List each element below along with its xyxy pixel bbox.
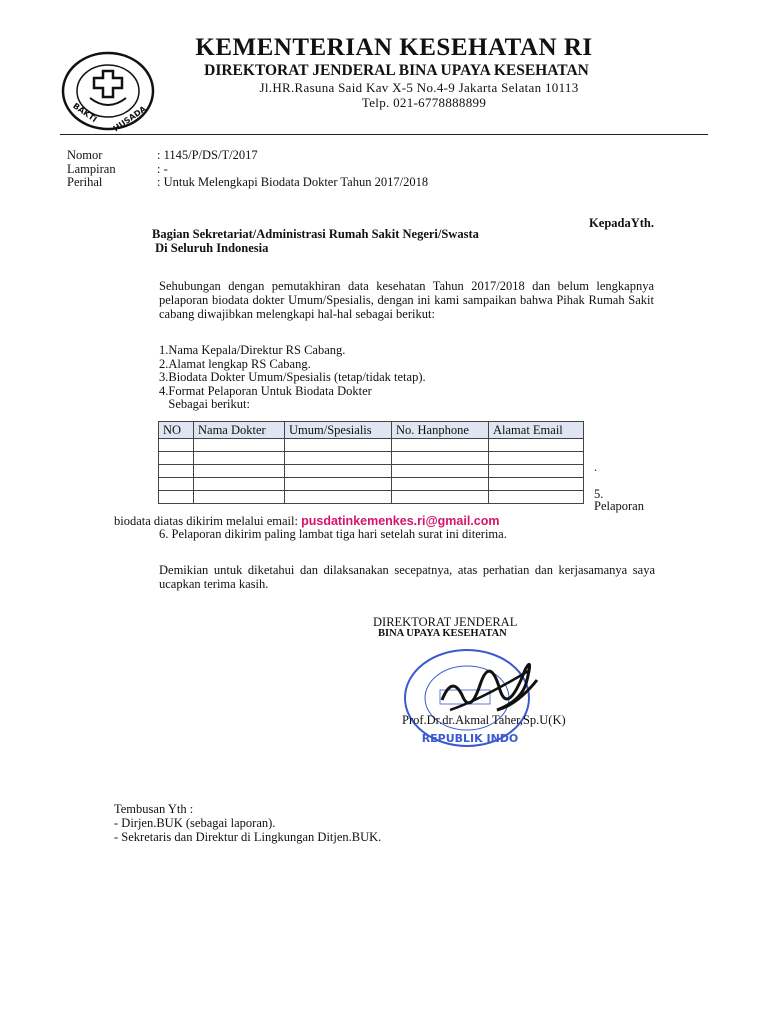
svg-text:BAKTI: BAKTI (71, 101, 99, 125)
item5-word: Pelaporan (594, 499, 644, 513)
nomor-label: Nomor (67, 148, 103, 162)
table-row (159, 439, 584, 452)
list-item: 3.Biodata Dokter Umum/Spesialis (tetap/tidak tetap). (159, 370, 426, 384)
addressee (152, 228, 479, 255)
perihal-value: : Untuk Melengkapi Biodata Dokter Tahun 2017/2018 (157, 175, 429, 189)
perihal-label: Perihal (67, 175, 103, 189)
col-nama-dokter: Nama Dokter (194, 422, 285, 439)
col-alamat-email: Alamat Email (489, 422, 584, 439)
col-no-hanphone: No. Hanphone (392, 422, 489, 439)
list-item: Sebagai berikut: (159, 397, 250, 411)
item6-text: 6. Pelaporan dikirim paling lambat tiga hari setelah surat ini diterima. (159, 527, 507, 541)
office-address: Jl.HR.Rasuna Said Kav X-5 No.4-9 Jakarta Selatan 10113 (259, 80, 579, 95)
addressee-line1: Bagian Sekretariat/Administrasi Rumah Sakit Negeri/Swasta (152, 227, 479, 241)
table-row (159, 478, 584, 491)
signature-office2: BINA UPAYA KESEHATAN (378, 628, 507, 639)
addressee-line2: Di Seluruh Indonesia (152, 240, 269, 255)
table-row (159, 452, 584, 465)
list-item: - Dirjen.BUK (sebagai laporan). (114, 815, 276, 830)
list-item: 4.Format Pelaporan Untuk Biodata Dokter (159, 383, 372, 398)
ministry-title: KEMENTERIAN KESEHATAN RI (195, 34, 593, 61)
list-item: - Sekretaris dan Direktur di Lingkungan Ditjen.BUK. (114, 829, 382, 844)
stamp-text: REPUBLIK INDO (421, 732, 519, 745)
signature-office: DIREKTORAT JENDERAL (373, 615, 518, 629)
col-umum-spesialis: Umum/Spesialis (285, 422, 392, 439)
tembusan-block (114, 803, 381, 844)
lampiran-label: Lampiran (67, 161, 116, 176)
table-row (159, 491, 584, 504)
closing-paragraph: Demikian untuk diketahui dan dilaksanakan secepatnya, atas perhatian dan kerjasamanya saya ucapkan terima kasih. (159, 563, 655, 591)
lampiran-value: : - (157, 161, 168, 176)
official-stamp-signature (372, 640, 542, 750)
table-row (159, 465, 584, 478)
svg-text:HUSADA: HUSADA (111, 104, 148, 132)
body-paragraph: Sehubungan dengan pemutakhiran data kesehatan Tahun 2017/2018 dan belum lengkapnya pelaporan biodata dokter Umum/Spesialis, dengan ini kami sampaikan bahwa Pihak Rumah Sakit cabang diwajibkan melengkapi hal-hal sebagai berikut: (159, 279, 654, 321)
item5-body: biodata diatas dikirim melalui email: (114, 514, 302, 528)
col-no: NO (159, 422, 194, 439)
list-item: 1.Nama Kepala/Direktur RS Cabang. (159, 343, 346, 357)
requirements-list (159, 344, 426, 412)
office-phone: Telp. 021-6778888899 (361, 95, 487, 110)
list-item: 2.Alamat lengkap RS Cabang. (159, 356, 311, 371)
tembusan-title: Tembusan Yth : (114, 802, 194, 816)
report-email-link[interactable]: pusdatinkemenkes.ri@gmail.com (301, 514, 500, 528)
item5-number: 5. (594, 487, 604, 501)
signer-name: Prof.Dr.dr.Akmal Taher,Sp.U(K) (402, 713, 566, 727)
stray-dot: . (594, 460, 598, 474)
letter-meta (67, 149, 428, 190)
nomor-value: : 1145/P/DS/T/2017 (157, 148, 258, 162)
recipient-salutation: KepadaYth. (589, 216, 654, 230)
directorate-subtitle: DIREKTORAT JENDERAL BINA UPAYA KESEHATAN (204, 62, 589, 79)
header-divider (60, 134, 708, 135)
biodata-table (158, 421, 584, 504)
